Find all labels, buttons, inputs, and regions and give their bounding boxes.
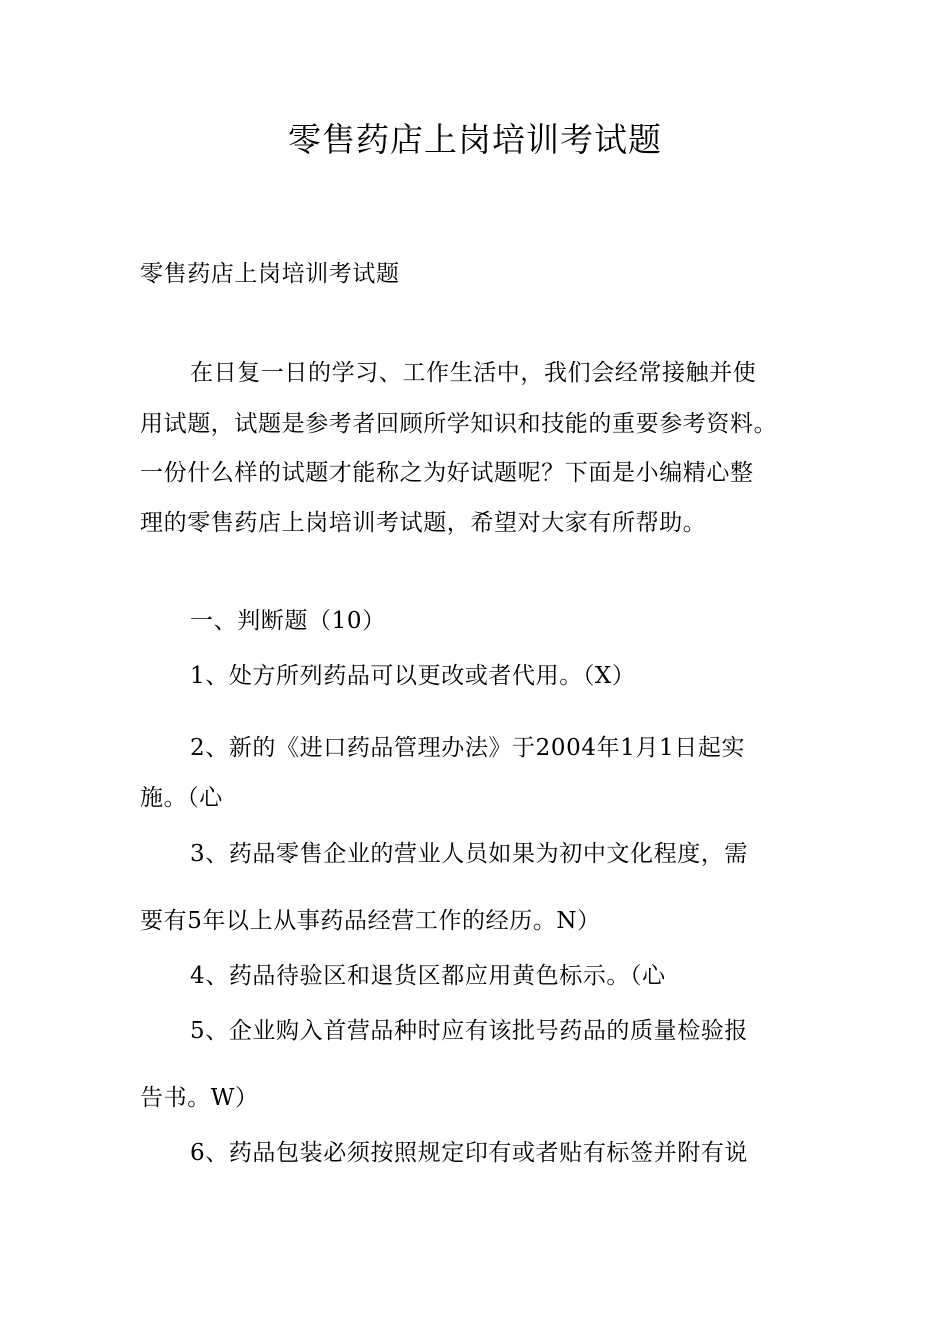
- intro-line: 在日复一日的学习、工作生活中，我们会经常接触并使: [190, 360, 757, 386]
- question-line: 2、新的《进口药品管理办法》于2004年1月1日起实: [190, 735, 746, 761]
- question-line: 5、企业购入首营品种时应有该批号药品的质量检验报: [190, 1018, 749, 1044]
- document-subtitle: 零售药店上岗培训考试题: [140, 261, 400, 287]
- question-line: 3、药品零售企业的营业人员如果为初中文化程度，需: [190, 841, 749, 867]
- document-title: 零售药店上岗培训考试题: [288, 120, 662, 159]
- question-line: 6、药品包装必须按照规定印有或者贴有标签并附有说: [190, 1140, 749, 1166]
- question-line: 4、药品待验区和退货区都应用黄色标示。（心: [190, 963, 666, 989]
- question-line: 施。（心: [140, 785, 223, 811]
- intro-line: 一份什么样的试题才能称之为好试题呢？下面是小编精心整: [140, 460, 754, 486]
- question-line: 要有5年以上从事药品经营工作的经历。N）: [140, 908, 601, 934]
- section-heading: 一、判断题（10）: [190, 608, 386, 634]
- question-line: 告书。W）: [140, 1085, 259, 1111]
- intro-line: 用试题，试题是参考者回顾所学知识和技能的重要参考资料。: [140, 411, 778, 437]
- question-line: 1、处方所列药品可以更改或者代用。（X）: [190, 663, 636, 689]
- intro-line: 理的零售药店上岗培训考试题，希望对大家有所帮助。: [140, 510, 707, 536]
